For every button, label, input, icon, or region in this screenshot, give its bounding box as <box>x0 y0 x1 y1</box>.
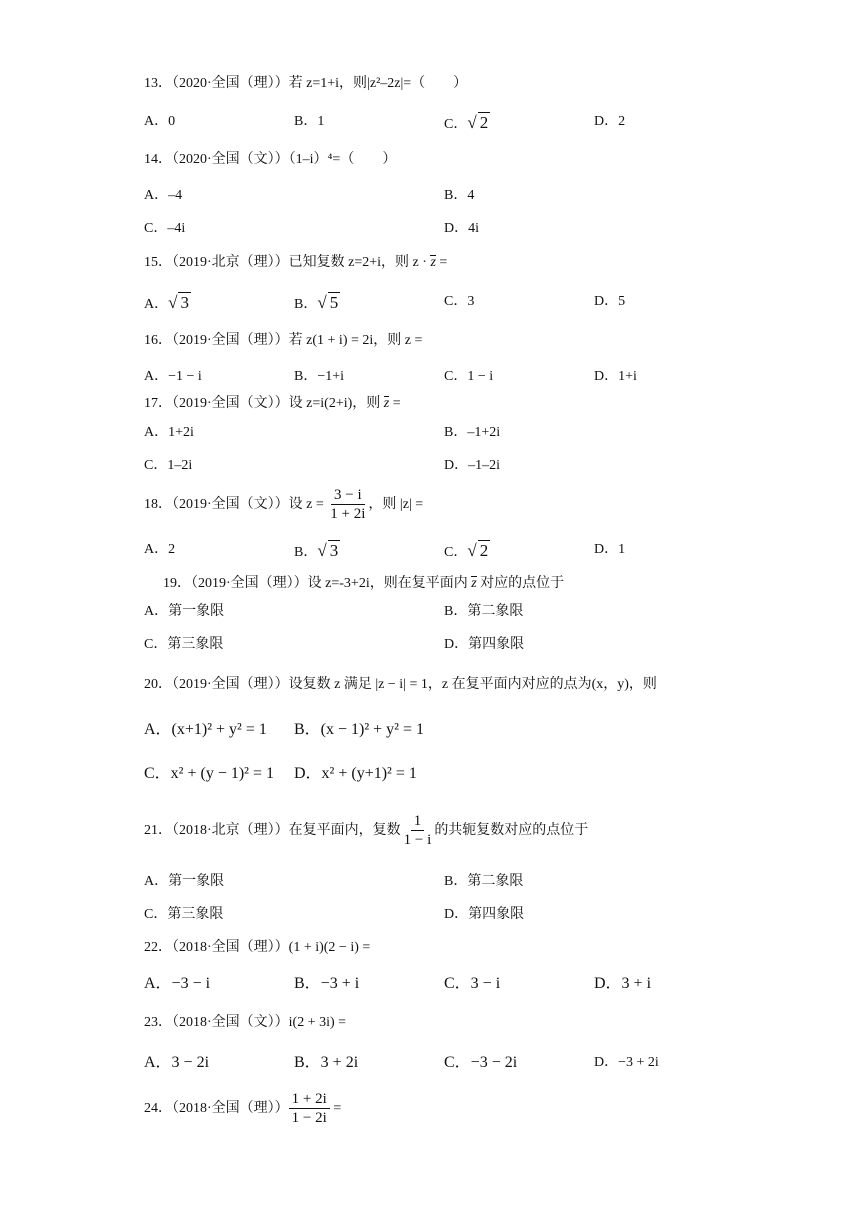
option-label: C． <box>444 117 468 132</box>
q18-option-b: B．√ 3 <box>294 541 339 560</box>
question-24-stem: 24．（2018·全国（理）） $\frac{1 + 2i}{1 - 2i}$ = <box>144 1091 342 1127</box>
sqrt-symbol: √ 3 <box>317 541 339 560</box>
q14-option-d: D．4i <box>444 221 479 236</box>
q17-option-d: D．–1–2i <box>444 458 500 473</box>
question-23-stem: 23．（2018·全国（文））i(2 + 3i) = <box>144 1015 347 1030</box>
q15-option-d: D．5 <box>594 294 626 309</box>
question-16-stem: 16．（2019·全国（理））若 z(1 + i) = 2i，则 z = <box>144 333 423 348</box>
q13-option-c <box>444 112 490 135</box>
sqrt-symbol: √ 5 <box>317 293 339 312</box>
sqrt-symbol: √ 3 <box>168 293 189 312</box>
question-22-stem: 22．（2018·全国（理））(1 + i)(2 − i) = <box>144 940 371 955</box>
q20-option-c: C．x² + (y − 1)² = 1 <box>144 765 274 782</box>
q18-option-a: A．2 <box>144 542 176 557</box>
q23-option-a: A．3 − 2i <box>144 1054 210 1071</box>
q15-option-b: B．√ 5 <box>294 293 339 312</box>
q20-option-d: D．x² + (y+1)² = 1 <box>294 765 417 782</box>
q22-option-a: A．−3 − i <box>144 975 211 992</box>
q19-option-b: B．第二象限 <box>444 604 524 619</box>
fraction: $\frac{1 + 2i}{1 - 2i}$ <box>289 1090 330 1127</box>
q19-option-a: A．第一象限 <box>144 604 225 619</box>
question-20-stem: 20．（2019·全国（理））设复数 z 满足 |z − i| = 1，z 在复平面内对应的点为(x，y)，则 <box>144 677 657 692</box>
q14-option-b: B．4 <box>444 188 475 203</box>
question-13-stem: 13．（2020·全国（理））若 z=1+i，则|z²–2z|=（ ） <box>144 76 468 91</box>
q15-option-a: A．√ 3 <box>144 293 189 312</box>
q13-option-a: A．0 <box>144 114 176 129</box>
q17-option-b: B．–1+2i <box>444 425 501 440</box>
q21-option-c: C．第三象限 <box>144 907 224 922</box>
q15-option-c: C．3 <box>444 294 475 309</box>
question-21-stem: 21．（2018·北京（理））在复平面内，复数 $\frac{1}{1 - i}$ 的共轭复数对应的点位于 <box>144 813 589 849</box>
question-19-stem: 19．（2019·全国（理））设 z=-3+2i，则在复平面内 z 对应的点位于 <box>163 576 565 591</box>
q22-option-c: C．3 − i <box>444 975 501 992</box>
q22-option-d: D．3 + i <box>594 975 652 992</box>
q21-option-a: A．第一象限 <box>144 874 225 889</box>
question-15-stem: 15．（2019·北京（理））已知复数 z=2+i，则 z · z = <box>144 255 448 270</box>
q18-option-d: D．1 <box>594 542 626 557</box>
question-14-stem: 14．（2020·全国（文））（1–i）⁴=（ ） <box>144 152 397 167</box>
q14-option-c: C．–4i <box>144 221 186 236</box>
q14-option-a: A．–4 <box>144 188 183 203</box>
q23-option-d: D．−3 + 2i <box>594 1055 659 1070</box>
q16-option-c: C．1 − i <box>444 369 494 384</box>
q23-option-b: B．3 + 2i <box>294 1054 359 1071</box>
q20-option-b: B．(x − 1)² + y² = 1 <box>294 721 424 738</box>
sqrt-symbol: √ 2 <box>467 541 489 560</box>
question-18-stem: 18．（2019·全国（文））设 z = $\frac{3 - i}{1 + 2i}$ ，则 |z| = <box>144 487 424 523</box>
q22-option-b: B．−3 + i <box>294 975 360 992</box>
question-17-stem: 17．（2019·全国（文））设 z=i(2+i)，则 z = <box>144 396 401 411</box>
q13-option-b: B．1 <box>294 114 325 129</box>
sqrt-symbol: √ 2 <box>467 113 489 132</box>
q21-option-b: B．第二象限 <box>444 874 524 889</box>
fraction: $\frac{1}{1 - i}$ <box>403 813 432 849</box>
q20-option-a: A．(x+1)² + y² = 1 <box>144 721 267 738</box>
q16-option-d: D．1+i <box>594 369 637 384</box>
q21-option-d: D．第四象限 <box>444 907 525 922</box>
q18-option-c: C．√ 2 <box>444 541 489 560</box>
q17-option-a: A．1+2i <box>144 425 194 440</box>
q19-option-c: C．第三象限 <box>144 637 224 652</box>
q13-option-d: D．2 <box>594 114 626 129</box>
q16-option-b: B．−1+i <box>294 369 345 384</box>
q23-option-c: C．−3 − 2i <box>444 1054 518 1071</box>
q19-option-d: D．第四象限 <box>444 637 525 652</box>
fraction: $\frac{3 - i}{1 + 2i}$ <box>330 487 366 523</box>
q17-option-c: C．1–2i <box>144 458 193 473</box>
q16-option-a: A．−1 − i <box>144 369 202 384</box>
